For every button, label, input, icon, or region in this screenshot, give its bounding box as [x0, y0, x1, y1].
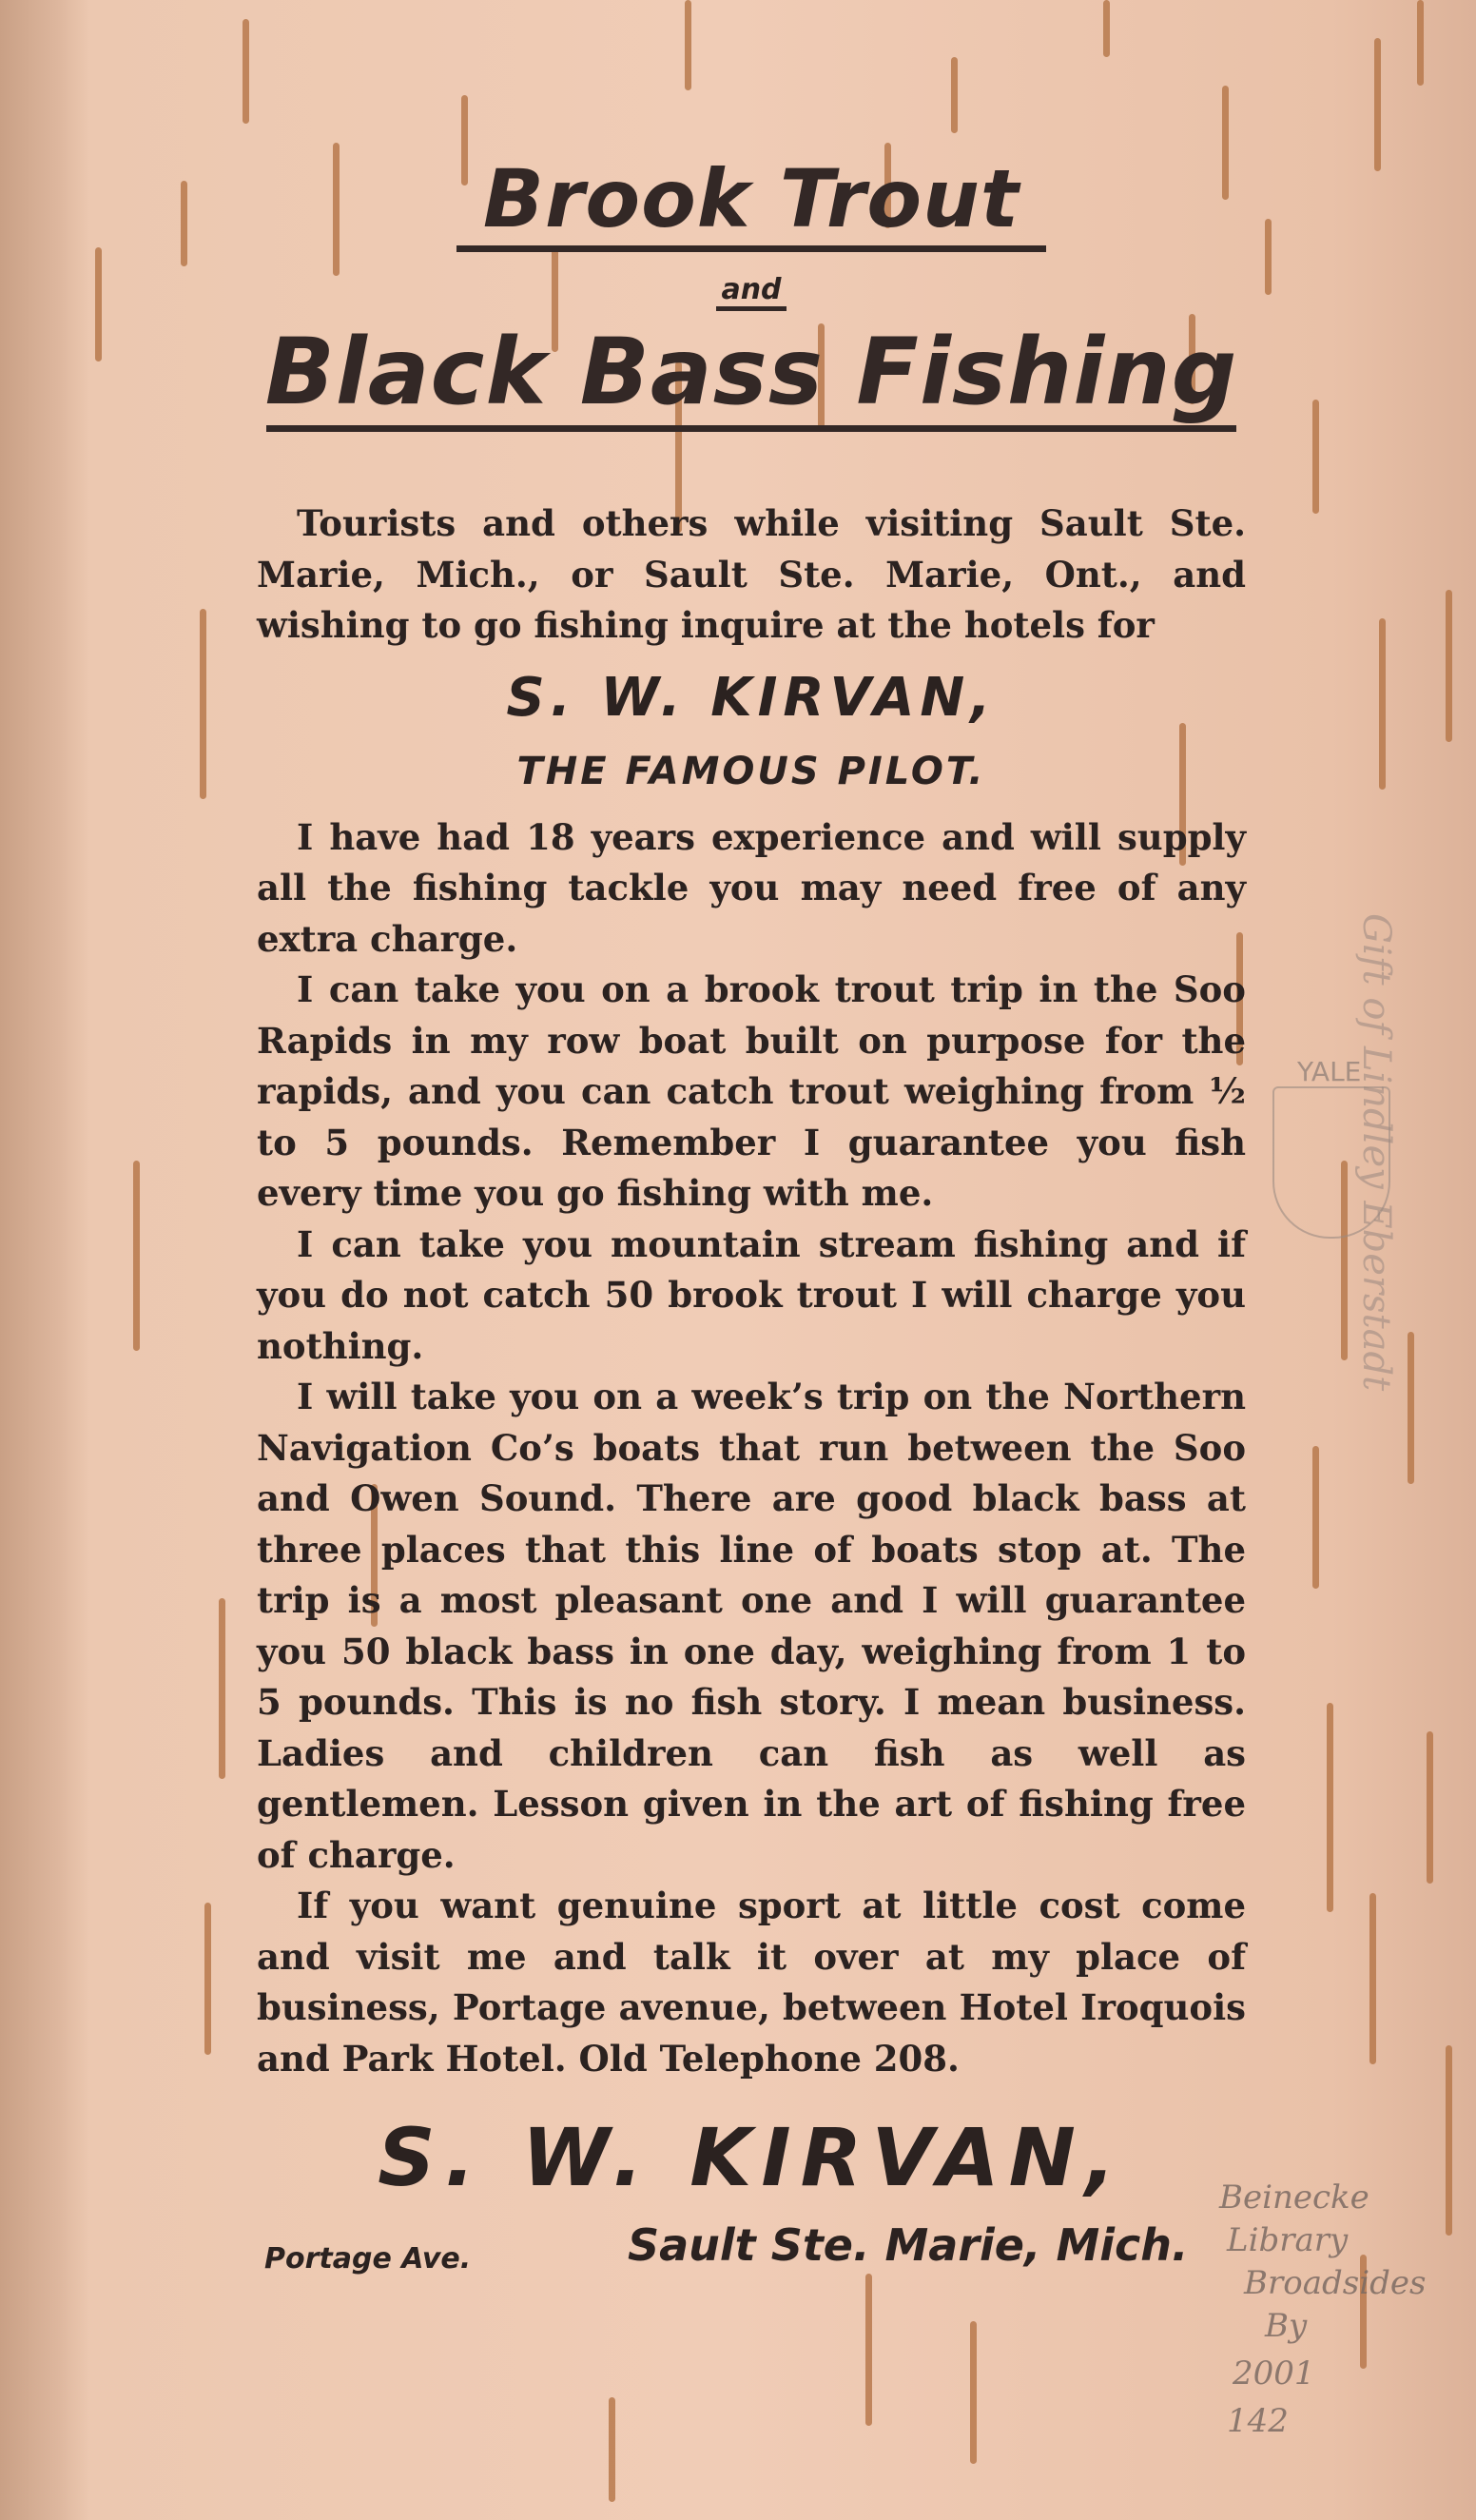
heading-connector: and — [721, 273, 782, 306]
paragraph-mountain-stream: I can take you mountain stream fishing and if you do not catch 50 brook trout I will charge you nothing. — [257, 1222, 1246, 1367]
library-stamp-text: YALE — [1297, 1056, 1362, 1087]
bark-lenticel — [609, 2397, 615, 2502]
heading-line1-rule — [456, 245, 1046, 252]
heading-line1-wrap — [456, 152, 1046, 252]
pencil-note-3: Broadsides — [1244, 2264, 1427, 2302]
advertiser-name: S. W. KIRVAN, — [506, 666, 997, 729]
paragraph-brook-trout: I can take you on a brook trout trip in the Soo Rapids in my row boat built on purpose for the rapids, and you can catch trout weighing from ½ to 5 pounds. Remember I guarantee you fish every time you go fishing with me. — [257, 968, 1246, 1214]
bark-lenticel — [1379, 618, 1386, 790]
heading-line2-wrap — [265, 319, 1238, 432]
bark-lenticel — [685, 0, 691, 90]
broadside-text — [257, 152, 1246, 2280]
bark-lenticel — [1103, 0, 1110, 57]
signature-name: S. W. KIRVAN, — [378, 2111, 1125, 2204]
bark-lenticel — [1417, 0, 1424, 86]
paragraph-black-bass: I will take you on a week’s trip on the Northern Navigation Co’s boats that run between the Soo and Owen Sound. There are good black bass at three places that this line of boats stop at. The trip is a most pleasant one and I will guarantee you 50 black bass in one day, weighing from 1 to 5 pounds. This is no fish story. I mean business. Ladies and children can fish as well as gentlemen. Lesson given in the art of fishing free of charge. — [257, 1376, 1246, 1876]
bark-lenticel — [219, 1598, 225, 1779]
bark-lenticel — [1327, 1703, 1333, 1912]
pencil-note-6: 142 — [1227, 2402, 1289, 2440]
bark-lenticel — [204, 1903, 211, 2055]
bark-lenticel — [1446, 590, 1452, 742]
bark-lenticel — [200, 609, 206, 799]
city-address: Sault Ste. Marie, Mich. — [628, 2219, 1189, 2271]
bark-lenticel — [951, 57, 958, 133]
paragraph-experience: I have had 18 years experience and will supply all the fishing tackle you may need free of any extra charge. — [257, 815, 1246, 960]
bark-lenticel — [1446, 2045, 1452, 2236]
bark-lenticel — [133, 1161, 140, 1351]
paragraph-contact: If you want genuine sport at little cost come and visit me and talk it over at my place of business, Portage avenue, between Hotel Iroquois and Park Hotel. Old Telephone 208. — [257, 1885, 1246, 2080]
bark-lenticel — [1265, 219, 1272, 295]
bark-lenticel — [1312, 1446, 1319, 1589]
bark-lenticel — [243, 19, 249, 124]
gift-pencil-note: Gift of Lindley Eberstadt — [1354, 913, 1398, 1392]
bark-lenticel — [1369, 1893, 1376, 2064]
bark-left-edge — [0, 0, 90, 2520]
bark-lenticel — [95, 247, 102, 361]
pencil-note-4: By — [1265, 2307, 1308, 2345]
connector-rule — [716, 306, 787, 311]
heading-line1: Brook Trout — [482, 152, 1020, 245]
intro-paragraph: Tourists and others while visiting Sault Ste. Marie, Mich., or Sault Ste. Marie, Ont., and wishing to go fishing inquire at the hotels for — [257, 502, 1246, 646]
heading-line2: Black Bass Fishing — [264, 319, 1238, 425]
pencil-note-2: Library — [1227, 2221, 1349, 2259]
connector-wrap — [716, 252, 787, 311]
bark-lenticel — [181, 181, 187, 266]
bark-lenticel — [1312, 400, 1319, 514]
bark-lenticel — [1374, 38, 1381, 171]
bark-lenticel — [865, 2274, 872, 2426]
bark-lenticel — [1427, 1731, 1433, 1884]
street-address: Portage Ave. — [264, 2242, 472, 2276]
address-footer — [257, 2214, 1246, 2280]
heading-line2-rule — [266, 425, 1236, 432]
pencil-note-1: Beinecke — [1219, 2178, 1369, 2217]
bark-lenticel — [970, 2321, 977, 2464]
advertiser-tagline: THE FAMOUS PILOT. — [516, 749, 986, 793]
bark-lenticel — [1408, 1332, 1414, 1484]
heading-block — [257, 152, 1246, 432]
pencil-note-5: 2001 — [1233, 2354, 1315, 2393]
